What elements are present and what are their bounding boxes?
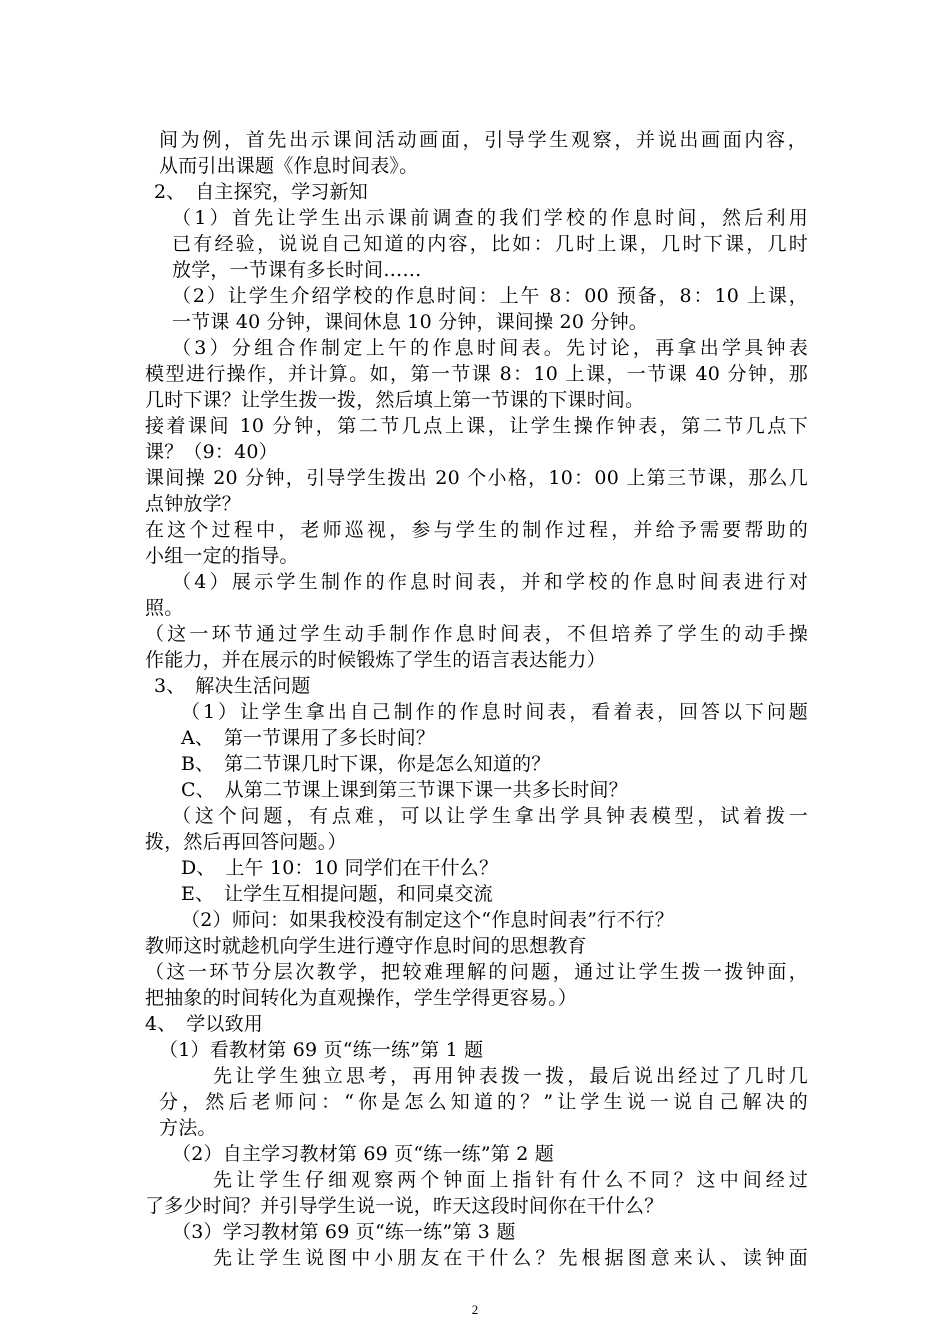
list-item: D、 上午 10：10 同学们在干什么？ (181, 857, 499, 879)
text-line: （1）首先让学生出示课前调查的我们学校的作息时间，然后利用 (172, 207, 808, 229)
text-line: 点钟放学？ (145, 493, 242, 515)
text-line: 先让学生仔细观察两个钟面上指针有什么不同？这中间经过 (213, 1169, 808, 1191)
text-line: （1）看教材第 69 页“练一练”第 1 题 (159, 1039, 484, 1061)
section-heading: 4、 学以致用 (145, 1013, 263, 1035)
text-line: （这个问题，有点难，可以让学生拿出学具钟表模型，试着拨一 (172, 805, 808, 827)
list-item: A、 第一节课用了多长时间？ (181, 727, 436, 749)
text-line: （这一环节分层次教学，把较难理解的问题，通过让学生拨一拨钟面， (145, 961, 808, 983)
text-line: （1）让学生拿出自己制作的作息时间表，看着表，回答以下问题 (181, 701, 808, 723)
text-line: （4）展示学生制作的作息时间表，并和学校的作息时间表进行对 (172, 571, 808, 593)
list-item: B、 第二节课几时下课，你是怎么知道的？ (181, 753, 551, 775)
text-line: 课间操 20 分钟，引导学生拨出 20 个小格，10：00 上第三节课，那么几 (145, 467, 808, 489)
text-line: 小组一定的指导。 (145, 545, 299, 567)
section-heading: 2、 自主探究，学习新知 (154, 181, 368, 203)
section-heading: 3、 解决生活问题 (154, 675, 311, 697)
text-line: 放学，一节课有多长时间…… (172, 259, 422, 281)
text-line: 接着课间 10 分钟，第二节几点上课，让学生操作钟表，第二节几点下 (145, 415, 808, 437)
text-line: 课？（9：40） (145, 441, 278, 463)
text-line: 作能力，并在展示的时候锻炼了学生的语言表达能力） (145, 649, 606, 671)
text-line: （3）学习教材第 69 页“练一练”第 3 题 (172, 1221, 516, 1243)
text-line: 在这个过程中，老师巡视，参与学生的制作过程，并给予需要帮助的 (145, 519, 808, 541)
list-item: E、 让学生互相提问题，和同桌交流 (181, 883, 493, 905)
text-line: 分，然后老师问：“你是怎么知道的？”让学生说一说自己解决的 (159, 1091, 808, 1113)
page-number: 2 (471, 1302, 479, 1317)
text-line: （2）让学生介绍学校的作息时间：上午 8：00 预备，8：10 上课， (172, 285, 808, 307)
text-line: 先让学生说图中小朋友在干什么？先根据图意来认、读钟面 (213, 1247, 808, 1269)
text-line: 把抽象的时间转化为直观操作，学生学得更容易。） (145, 987, 578, 1009)
text-line: 了多少时间？并引导学生说一说，昨天这段时间你在干什么？ (145, 1195, 664, 1217)
text-line: 一节课 40 分钟，课间休息 10 分钟，课间操 20 分钟。 (172, 311, 648, 333)
text-line: 从而引出课题《作息时间表》。 (159, 155, 419, 177)
text-line: 先让学生独立思考，再用钟表拨一拨，最后说出经过了几时几 (213, 1065, 808, 1087)
text-line: 教师这时就趁机向学生进行遵守作息时间的思想教育 (145, 935, 587, 957)
text-line: 模型进行操作，并计算。如，第一节课 8：10 上课，一节课 40 分钟，那 (145, 363, 808, 385)
text-line: 拨，然后再回答问题。） (145, 831, 347, 853)
text-line: （2）师问：如果我校没有制定这个“作息时间表”行不行？ (181, 909, 674, 931)
text-line: （3）分组合作制定上午的作息时间表。先讨论，再拿出学具钟表 (172, 337, 808, 359)
text-line: （2）自主学习教材第 69 页“练一练”第 2 题 (172, 1143, 554, 1165)
list-item: C、 从第二节课上课到第三节课下课一共多长时间？ (181, 779, 628, 801)
text-line: 间为例，首先出示课间活动画面，引导学生观察，并说出画面内容， (159, 129, 807, 151)
text-line: 照。 (145, 597, 184, 619)
text-line: 已有经验，说说自己知道的内容，比如：几时上课，几时下课，几时 (172, 233, 808, 255)
text-line: 几时下课？让学生拨一拨，然后填上第一节课的下课时间。 (145, 389, 645, 411)
text-line: （这一环节通过学生动手制作作息时间表，不但培养了学生的动手操 (145, 623, 808, 645)
text-line: 方法。 (159, 1117, 217, 1139)
